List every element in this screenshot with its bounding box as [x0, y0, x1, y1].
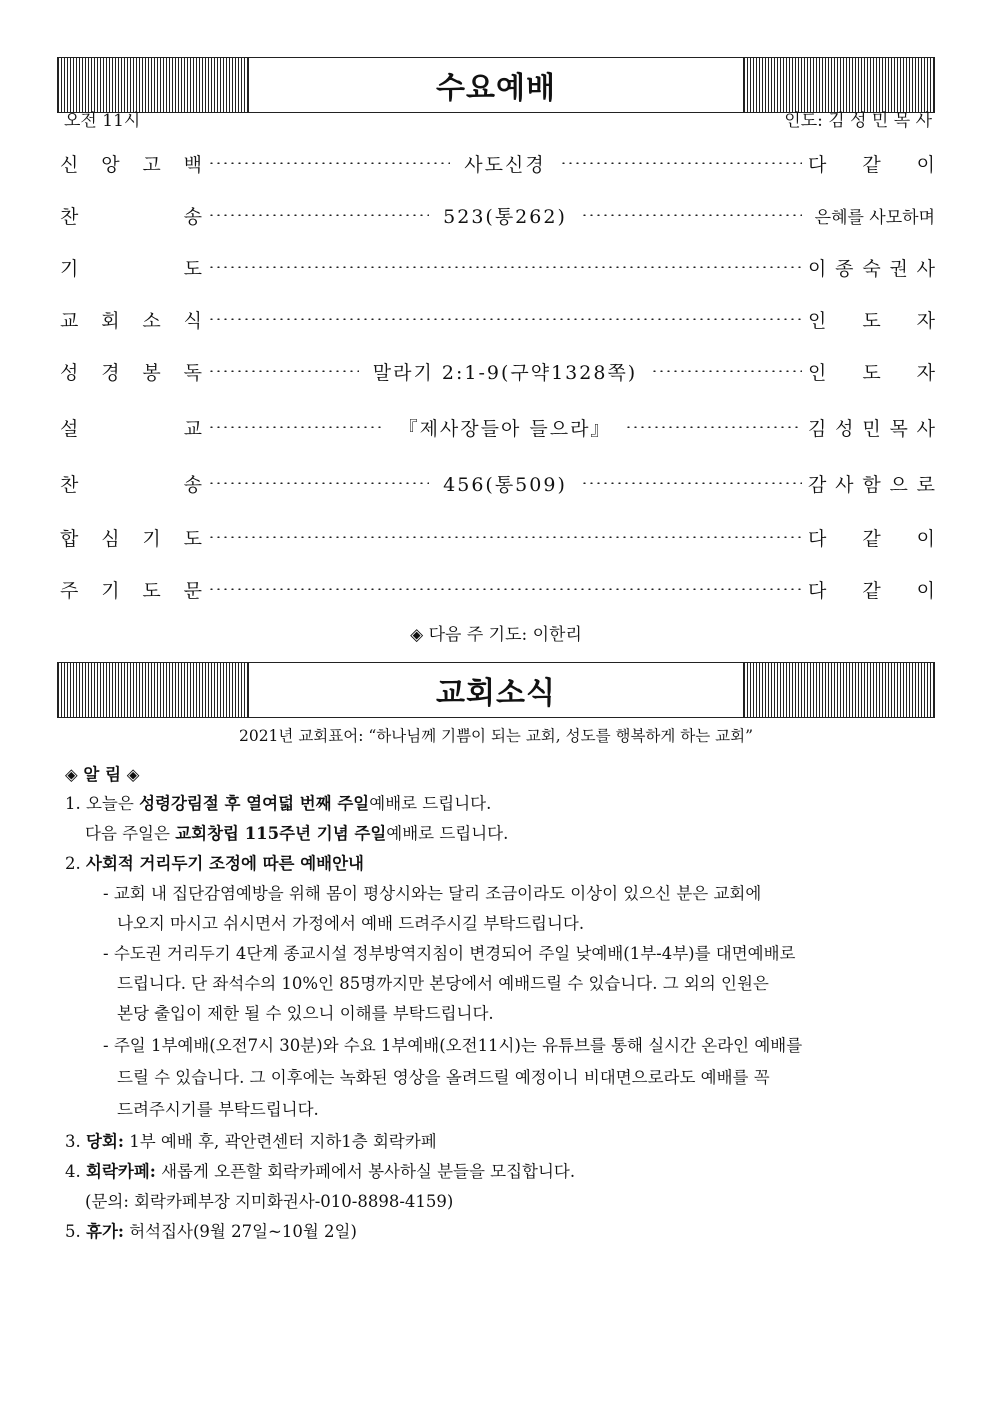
person-char: 권 [889, 257, 908, 280]
person-char: 으 [889, 473, 908, 496]
notice-emphasis: 당회: [86, 1132, 124, 1151]
order-item-content: 523(통262) [443, 205, 567, 228]
label-char: 도 [183, 527, 202, 550]
person-char: 이 [916, 579, 935, 602]
banner-hatch-left [57, 57, 249, 113]
notice-text: 1부 예배 후, 곽안련센터 지하1층 회락카페 [123, 1132, 437, 1151]
order-item-label [60, 576, 202, 603]
person-char: 인 [808, 309, 827, 332]
person-char: 같 [862, 527, 881, 550]
order-item-person [808, 470, 935, 497]
church-motto: 2021년 교회표어: “하나님께 기쁨이 되는 교회, 성도를 행복하게 하는 교회” [238, 727, 754, 745]
order-row [60, 468, 935, 498]
notice-line [65, 1127, 437, 1157]
label-char: 독 [183, 361, 202, 384]
notice-line [117, 999, 494, 1029]
notice-line [117, 1095, 319, 1125]
notice-emphasis: 성령강림절 후 열여덟 번째 주일 [139, 794, 370, 813]
order-item-content: 사도신경 [464, 153, 546, 176]
dot-leader [625, 426, 802, 428]
notice-text: 다음 주일은 [85, 824, 176, 843]
notice-text: (문의: 회락카페부장 지미화권사-010-8898-4159) [85, 1192, 454, 1211]
order-item-person [808, 150, 935, 177]
order-item-content: 『제사장들아 들으라』 [398, 417, 612, 440]
person-char: 사 [835, 473, 854, 496]
order-item-person [808, 254, 935, 281]
person-char: 함 [862, 473, 881, 496]
notice-line [65, 789, 491, 819]
worship-title: 수요예배 [248, 57, 744, 113]
order-row [60, 148, 935, 178]
notice-text: 예배로 드립니다. [386, 824, 509, 843]
label-char: 기 [60, 257, 79, 280]
order-item-content: 말라기 2:1-9(구약1328쪽) [372, 361, 638, 384]
notice-emphasis: 회락카페: [86, 1162, 156, 1181]
order-item-label [60, 150, 202, 177]
label-char: 성 [60, 361, 79, 384]
person-char: 숙 [862, 257, 881, 280]
banner-hatch-left [57, 662, 249, 718]
label-char: 합 [60, 527, 79, 550]
next-week-prayer: ◈ 다음 주 기도: 이한리 [410, 625, 582, 645]
dot-leader [208, 162, 450, 164]
notice-text: 드립니다. 단 좌석수의 10%인 85명까지만 본당에서 예배드릴 수 있습니다. 그 외의 인원은 [117, 974, 769, 993]
order-item-content: 456(통509) [443, 473, 567, 496]
dot-leader [651, 370, 802, 372]
order-row [60, 522, 935, 552]
person-char: 사 [916, 417, 935, 440]
person-char: 도 [862, 361, 881, 384]
notice-line [65, 849, 364, 879]
notice-line [65, 1157, 575, 1187]
worship-leader: 인도: 김 성 민 목 사 [784, 111, 932, 131]
order-row [60, 304, 935, 334]
notice-text: 드릴 수 있습니다. 그 이후에는 녹화된 영상을 올려드릴 예정이니 비대면으로라도 예배를 꼭 [117, 1068, 770, 1087]
worship-time: 오전 11시 [64, 111, 141, 131]
dot-leader [208, 370, 359, 372]
notice-header: ◈ 알 림 ◈ [65, 765, 140, 784]
notice-text: 허석집사(9월 27일~10월 2일) [123, 1222, 357, 1241]
label-char: 송 [183, 473, 202, 496]
person-char: 도 [862, 309, 881, 332]
dot-leader [208, 482, 429, 484]
dot-leader [208, 536, 802, 538]
order-item-person [808, 358, 935, 385]
label-char: 찬 [60, 205, 79, 228]
notice-text: 2. [65, 854, 86, 873]
label-char: 문 [183, 579, 202, 602]
label-char: 신 [60, 153, 79, 176]
person-char: 자 [916, 361, 935, 384]
notice-line [117, 1063, 770, 1093]
person-char: 이 [916, 153, 935, 176]
label-char: 도 [183, 257, 202, 280]
notice-text: 드려주시기를 부탁드립니다. [117, 1100, 319, 1119]
order-item-label [60, 202, 202, 229]
person-char: 다 [808, 579, 827, 602]
news-title: 교회소식 [248, 662, 744, 718]
banner-hatch-right [743, 662, 935, 718]
notice-line [103, 1031, 802, 1061]
order-item-label [60, 358, 202, 385]
notice-emphasis: 휴가: [86, 1222, 124, 1241]
label-char: 봉 [142, 361, 161, 384]
order-item-label [60, 254, 202, 281]
order-item-label [60, 414, 202, 441]
label-char: 교 [60, 309, 79, 332]
notice-text: 3. [65, 1132, 86, 1151]
label-char: 설 [60, 417, 79, 440]
person-char: 이 [916, 527, 935, 550]
order-item-label [60, 306, 202, 333]
person-char: 같 [862, 579, 881, 602]
notice-line [103, 939, 795, 969]
notice-text: - 주일 1부예배(오전7시 30분)와 수요 1부예배(오전11시)는 유튜브를 통해 실시간 온라인 예배를 [103, 1036, 803, 1055]
person-char: 종 [835, 257, 854, 280]
dot-leader [208, 318, 802, 320]
label-char: 경 [101, 361, 120, 384]
order-item-label [60, 470, 202, 497]
notice-text: 5. [65, 1222, 86, 1241]
person-char: 김 [808, 417, 827, 440]
person-char: 사 [916, 257, 935, 280]
order-item-person: 은혜를 사모하며 [814, 207, 935, 228]
label-char: 회 [101, 309, 120, 332]
notice-line [85, 1187, 453, 1217]
order-item-person [808, 414, 935, 441]
dot-leader [560, 162, 802, 164]
notice-emphasis: 사회적 거리두기 조정에 따른 예배안내 [86, 854, 365, 873]
order-item-person [808, 524, 935, 551]
order-row [60, 412, 935, 442]
notice-text: 새롭게 오픈할 회락카페에서 봉사하실 분들을 모집합니다. [155, 1162, 576, 1181]
label-char: 도 [142, 579, 161, 602]
person-char: 이 [808, 257, 827, 280]
label-char: 주 [60, 579, 79, 602]
label-char: 고 [142, 153, 161, 176]
notice-line [65, 1217, 357, 1247]
person-char: 감 [808, 473, 827, 496]
person-char: 같 [862, 153, 881, 176]
worship-title-banner [57, 57, 935, 113]
order-row [60, 252, 935, 282]
notice-text: - 수도권 거리두기 4단계 종교시설 정부방역지침이 변경되어 주일 낮예배(1부-4부)를 대면예배로 [103, 944, 796, 963]
notice-text: 나오지 마시고 쉬시면서 가정에서 예배 드려주시길 부탁드립니다. [117, 914, 585, 933]
label-char: 식 [183, 309, 202, 332]
person-char: 자 [916, 309, 935, 332]
order-row [60, 574, 935, 604]
dot-leader [208, 426, 385, 428]
notice-text: 본당 출입이 제한 될 수 있으니 이해를 부탁드립니다. [117, 1004, 494, 1023]
label-char: 심 [101, 527, 120, 550]
person-char: 인 [808, 361, 827, 384]
notice-line [103, 879, 761, 909]
notice-line [85, 819, 508, 849]
label-char: 앙 [101, 153, 120, 176]
notice-line [117, 969, 769, 999]
notice-line [117, 909, 584, 939]
notice-text: - 교회 내 집단감염예방을 위해 몸이 평상시와는 달리 조금이라도 이상이 있으신 분은 교회에 [103, 884, 762, 903]
person-char: 성 [835, 417, 854, 440]
label-char: 소 [142, 309, 161, 332]
order-row [60, 356, 935, 386]
label-char: 기 [142, 527, 161, 550]
person-char: 로 [916, 473, 935, 496]
person-char: 민 [862, 417, 881, 440]
notice-text: 1. 오늘은 [65, 794, 140, 813]
order-row [60, 200, 935, 230]
dot-leader [208, 588, 802, 590]
label-char: 기 [101, 579, 120, 602]
news-title-banner [57, 662, 935, 718]
person-char: 다 [808, 153, 827, 176]
label-char: 교 [183, 417, 202, 440]
dot-leader [581, 214, 802, 216]
dot-leader [581, 482, 802, 484]
label-char: 송 [183, 205, 202, 228]
order-item-person [808, 576, 935, 603]
person-char: 다 [808, 527, 827, 550]
notice-emphasis: 교회창립 115주년 기념 주일 [175, 824, 387, 843]
label-char: 찬 [60, 473, 79, 496]
dot-leader [208, 266, 802, 268]
label-char: 백 [183, 153, 202, 176]
order-item-label [60, 524, 202, 551]
person-char: 목 [889, 417, 908, 440]
dot-leader [208, 214, 429, 216]
notice-text: 4. [65, 1162, 86, 1181]
order-item-person [808, 306, 935, 333]
banner-hatch-right [743, 57, 935, 113]
notice-text: 예배로 드립니다. [369, 794, 492, 813]
